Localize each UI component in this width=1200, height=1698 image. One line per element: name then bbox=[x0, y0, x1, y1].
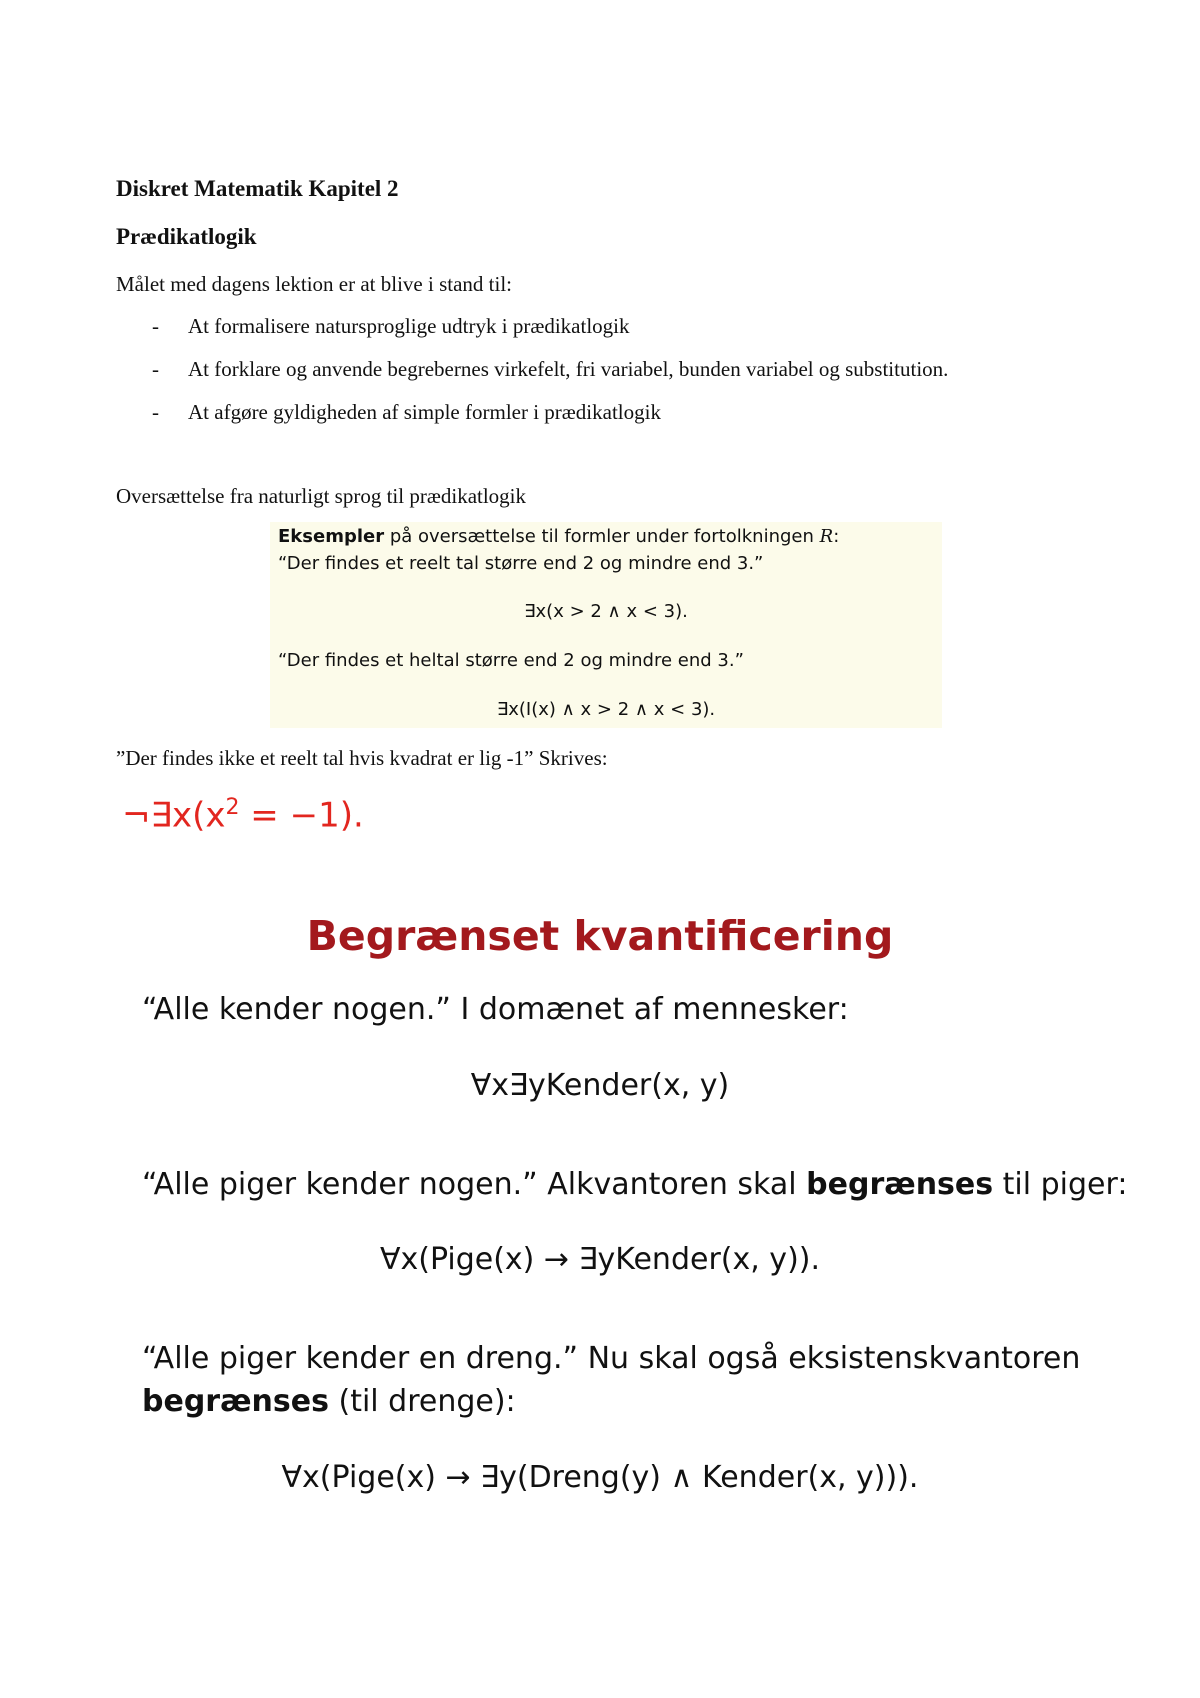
paragraph-text: til piger: bbox=[993, 1167, 1128, 1202]
slide-intro bbox=[278, 526, 839, 547]
negation-formula-exponent: 2 bbox=[225, 795, 240, 820]
goal-item-text: At formalisere natursproglige udtryk i prædikatlogik bbox=[188, 314, 630, 338]
paragraph-bold: begrænses bbox=[806, 1167, 994, 1202]
slide-formula: ∃x(x > 2 ∧ x < 3). bbox=[524, 601, 688, 622]
goals-intro: Målet med dagens lektion er at blive i stand til: bbox=[116, 272, 512, 296]
restricted-formula: ∀x∃yKender(x, y) bbox=[470, 1068, 730, 1103]
slide-intro-bold: Eksempler bbox=[278, 526, 385, 547]
restricted-paragraph bbox=[142, 1167, 1127, 1202]
bullet-dash: - bbox=[152, 314, 159, 338]
bullet-dash: - bbox=[152, 400, 159, 424]
restricted-paragraph: “Alle kender nogen.” I domænet af mennesker: bbox=[142, 992, 849, 1027]
slide-quote: “Der findes et heltal større end 2 og mindre end 3.” bbox=[278, 650, 744, 671]
slide-intro-end: : bbox=[833, 526, 840, 547]
goal-item-text: At afgøre gyldigheden af simple formler i prædikatlogik bbox=[188, 400, 661, 424]
goal-item bbox=[152, 314, 630, 339]
goal-item-text: At forklare og anvende begrebernes virkefelt, fri variabel, bunden variabel og substitution. bbox=[188, 357, 949, 381]
negation-formula-main: ¬∃x(x bbox=[122, 795, 226, 836]
negation-formula-rest: = −1). bbox=[239, 795, 364, 836]
slide-intro-text: på oversættelse til formler under fortolkningen bbox=[384, 526, 820, 547]
document-title: Diskret Matematik Kapitel 2 bbox=[116, 176, 399, 201]
slide-formula: ∃x(I(x) ∧ x > 2 ∧ x < 3). bbox=[496, 699, 716, 720]
restricted-formula: ∀x(Pige(x) → ∃yKender(x, y)). bbox=[379, 1242, 821, 1277]
restricted-paragraph-line: “Alle piger kender en dreng.” Nu skal også eksistenskvantoren bbox=[142, 1341, 1081, 1376]
negation-statement: ”Der findes ikke et reelt tal hvis kvadrat er lig -1” Skrives: bbox=[116, 746, 608, 770]
restricted-quantification-heading: Begrænset kvantificering bbox=[306, 912, 894, 960]
slide-quote: “Der findes et reelt tal større end 2 og mindre end 3.” bbox=[278, 553, 764, 574]
goal-item bbox=[152, 357, 948, 382]
example-slide-image bbox=[270, 522, 942, 728]
restricted-formula: ∀x(Pige(x) → ∃y(Dreng(y) ∧ Kender(x, y))). bbox=[281, 1460, 919, 1495]
restricted-paragraph-line bbox=[142, 1384, 516, 1419]
paragraph-text: (til drenge): bbox=[328, 1384, 516, 1419]
negation-formula bbox=[122, 795, 364, 835]
interpretation-symbol: R bbox=[819, 526, 834, 547]
bullet-dash: - bbox=[152, 357, 159, 381]
paragraph-bold: begrænses bbox=[142, 1384, 329, 1419]
paragraph-text: “Alle piger kender nogen.” Alkvantoren skal bbox=[142, 1167, 807, 1202]
goal-item bbox=[152, 400, 661, 425]
translation-heading: Oversættelse fra naturligt sprog til prædikatlogik bbox=[116, 484, 527, 508]
document-subtitle: Prædikatlogik bbox=[116, 224, 257, 249]
